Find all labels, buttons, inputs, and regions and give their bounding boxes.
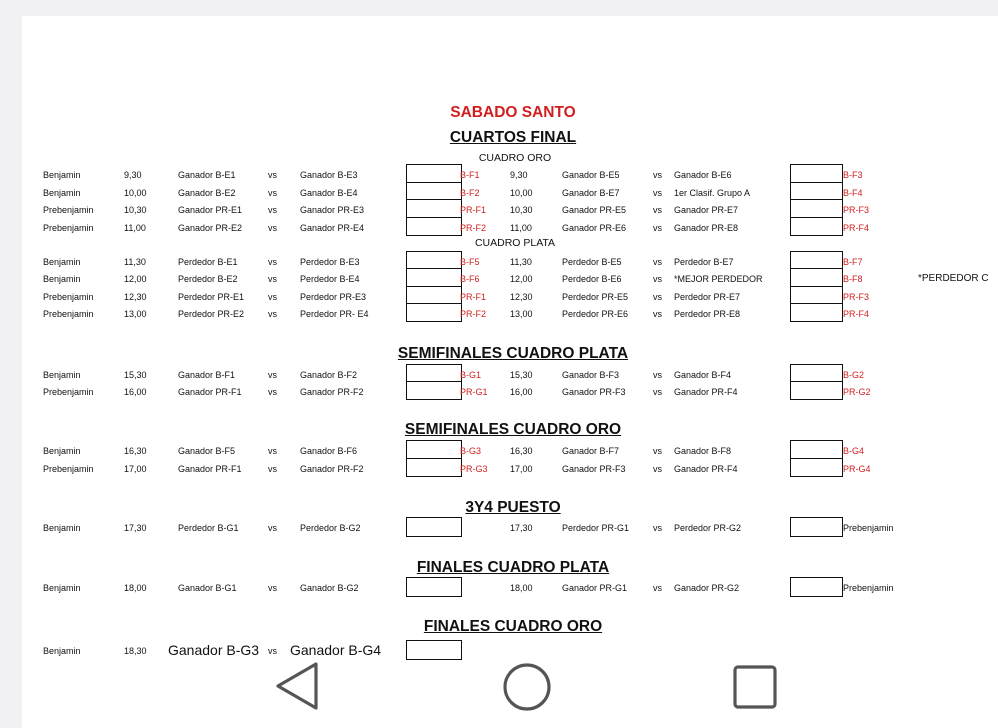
result-code: PR-F2 (460, 223, 487, 233)
team-b: Ganador B-F6 (300, 446, 358, 456)
result-code: PR-G1 (460, 387, 488, 397)
category-label: Prebenjamin (43, 309, 94, 319)
result-code: B-G3 (460, 446, 482, 456)
result-code: PR-G4 (843, 464, 871, 474)
team-a: Ganador PR-F3 (562, 387, 626, 397)
score-box[interactable] (790, 458, 843, 477)
vs-label: vs (268, 170, 277, 180)
cuadro-oro-subtitle: CUADRO ORO (478, 152, 552, 164)
vs-label: vs (268, 292, 277, 302)
vs-label: vs (268, 446, 277, 456)
score-box[interactable] (406, 577, 462, 597)
team-b: Ganador PR-E3 (300, 205, 365, 215)
match-time: 10,30 (124, 205, 147, 215)
score-box[interactable] (790, 217, 843, 236)
team-a: Ganador PR-F3 (562, 464, 626, 474)
vs-label: vs (653, 523, 662, 533)
result-code: PR-F3 (843, 292, 870, 302)
team-b: Ganador B-F4 (674, 370, 732, 380)
result-code: PR-F4 (843, 309, 870, 319)
match-time: 13,00 (510, 309, 533, 319)
match-time: 12,30 (510, 292, 533, 302)
team-b: Perdedor B-E7 (674, 257, 734, 267)
match-time: 15,30 (124, 370, 147, 380)
result-code: PR-F1 (460, 292, 487, 302)
result-code: PR-F2 (460, 309, 487, 319)
vs-label: vs (653, 583, 662, 593)
result-code: B-F2 (460, 188, 480, 198)
category-label: Benjamin (43, 257, 81, 267)
team-b: Ganador PR-E8 (674, 223, 739, 233)
score-box[interactable] (790, 517, 843, 537)
team-b: Perdedor PR-E7 (674, 292, 741, 302)
category-label: Benjamin (43, 170, 81, 180)
match-time: 16,00 (510, 387, 533, 397)
match-time: 16,00 (124, 387, 147, 397)
team-b: Perdedor B-E3 (300, 257, 360, 267)
score-box[interactable] (790, 164, 843, 183)
match-time: 17,30 (510, 523, 533, 533)
vs-label: vs (268, 583, 277, 593)
team-b: Perdedor PR- E4 (300, 309, 369, 319)
team-a: Ganador PR-E6 (562, 223, 627, 233)
category-label: Prebenjamin (43, 387, 94, 397)
vs-label: vs (268, 257, 277, 267)
match-time: 13,00 (124, 309, 147, 319)
score-box[interactable] (406, 303, 462, 322)
result-code: PR-G3 (460, 464, 488, 474)
result-code: B-F7 (843, 257, 863, 267)
team-b: Ganador PR-F4 (674, 464, 738, 474)
team-a: Ganador B-E5 (562, 170, 620, 180)
team-a: Ganador PR-F1 (178, 387, 242, 397)
vs-label: vs (653, 274, 662, 284)
result-code: B-F1 (460, 170, 480, 180)
vs-label: vs (268, 309, 277, 319)
result-code: B-F6 (460, 274, 480, 284)
side-note: *PERDEDOR C (918, 273, 989, 284)
match-time: 11,00 (124, 223, 146, 233)
semi-plata-title: SEMIFINALES CUADRO PLATA (397, 345, 629, 362)
team-a: Perdedor B-E2 (178, 274, 238, 284)
category-label: Benjamin (43, 646, 81, 656)
team-b: Ganador PR-G2 (674, 583, 740, 593)
category-label: Benjamin (43, 188, 81, 198)
team-a: Ganador B-G3 (168, 642, 260, 658)
team-a: Perdedor PR-E6 (562, 309, 629, 319)
vs-label: vs (268, 370, 277, 380)
semi-oro-title: SEMIFINALES CUADRO ORO (404, 421, 622, 438)
vs-label: vs (653, 309, 662, 319)
vs-label: vs (653, 387, 662, 397)
team-a: Ganador B-E1 (178, 170, 236, 180)
vs-label: vs (653, 464, 662, 474)
match-time: 17,30 (124, 523, 147, 533)
vs-label: vs (268, 223, 277, 233)
team-a: Ganador B-E2 (178, 188, 236, 198)
triangle-back-icon[interactable] (278, 664, 316, 708)
team-a: Ganador B-E7 (562, 188, 620, 198)
category-label: Benjamin (43, 523, 81, 533)
match-time: 18,00 (124, 583, 147, 593)
team-a: Perdedor B-E5 (562, 257, 622, 267)
team-a: Ganador B-F5 (178, 446, 236, 456)
vs-label: vs (268, 464, 277, 474)
team-b: Ganador B-G2 (300, 583, 359, 593)
score-box[interactable] (406, 517, 462, 537)
team-a: Ganador B-F7 (562, 446, 620, 456)
team-b: Perdedor PR-E8 (674, 309, 741, 319)
team-a: Ganador PR-E5 (562, 205, 627, 215)
vs-label: vs (653, 370, 662, 380)
score-box[interactable] (406, 458, 462, 477)
result-code: PR-G2 (843, 387, 871, 397)
finales-plata-title: FINALES CUADRO PLATA (416, 559, 610, 576)
result-code: B-F8 (843, 274, 863, 284)
result-code: PR-F3 (843, 205, 870, 215)
vs-label: vs (268, 188, 277, 198)
match-time: 15,30 (510, 370, 533, 380)
result-code: Prebenjamin (843, 583, 894, 593)
result-code: B-F5 (460, 257, 480, 267)
team-b: Ganador PR-E4 (300, 223, 365, 233)
square-recents-icon[interactable] (735, 667, 775, 707)
category-label: Prebenjamin (43, 464, 94, 474)
team-b: Perdedor B-G2 (300, 523, 361, 533)
match-time: 18,00 (510, 583, 533, 593)
result-code: B-G4 (843, 446, 865, 456)
vs-label: vs (653, 188, 662, 198)
result-code: B-G1 (460, 370, 482, 380)
vs-label: vs (268, 387, 277, 397)
team-a: Perdedor B-G1 (178, 523, 239, 533)
circle-home-icon[interactable] (505, 665, 549, 709)
team-a: Perdedor B-E6 (562, 274, 622, 284)
score-box[interactable] (406, 164, 462, 183)
team-a: Perdedor B-E1 (178, 257, 238, 267)
team-a: Ganador PR-F1 (178, 464, 242, 474)
match-time: 11,00 (510, 223, 532, 233)
category-label: Prebenjamin (43, 223, 94, 233)
team-a: Perdedor PR-E5 (562, 292, 629, 302)
score-box[interactable] (790, 268, 843, 287)
match-time: 12,30 (124, 292, 147, 302)
team-b: Ganador B-G4 (290, 642, 382, 658)
team-b: Ganador PR-F4 (674, 387, 738, 397)
score-box[interactable] (406, 268, 462, 287)
result-code: B-F3 (843, 170, 863, 180)
category-label: Benjamin (43, 274, 81, 284)
vs-label: vs (653, 170, 662, 180)
team-b: Ganador B-E6 (674, 170, 732, 180)
team-b: Ganador PR-F2 (300, 387, 364, 397)
team-a: Ganador PR-G1 (562, 583, 628, 593)
schedule-sheet (22, 16, 998, 728)
score-box[interactable] (790, 303, 843, 322)
result-code: B-G2 (843, 370, 865, 380)
match-time: 17,00 (124, 464, 147, 474)
cuartos-title: CUARTOS FINAL (449, 129, 577, 146)
vs-label: vs (653, 446, 662, 456)
team-a: Perdedor PR-G1 (562, 523, 630, 533)
category-label: Prebenjamin (43, 205, 94, 215)
category-label: Benjamin (43, 583, 81, 593)
match-time: 10,00 (124, 188, 147, 198)
score-box[interactable] (406, 381, 462, 400)
result-code: Prebenjamin (843, 523, 894, 533)
team-b: Ganador B-F2 (300, 370, 358, 380)
category-label: Benjamin (43, 370, 81, 380)
match-time: 17,00 (510, 464, 533, 474)
vs-label: vs (653, 257, 662, 267)
match-time: 9,30 (124, 170, 142, 180)
team-a: Ganador B-G1 (178, 583, 237, 593)
team-b: *MEJOR PERDEDOR (674, 274, 763, 284)
team-a: Perdedor PR-E2 (178, 309, 245, 319)
match-time: 11,30 (124, 257, 146, 267)
finales-oro-title: FINALES CUADRO ORO (423, 618, 603, 635)
team-b: Ganador B-E4 (300, 188, 358, 198)
category-label: Prebenjamin (43, 292, 94, 302)
vs-label: vs (268, 646, 277, 656)
team-a: Ganador B-F1 (178, 370, 236, 380)
tercer-puesto-title: 3Y4 PUESTO (465, 499, 561, 516)
match-time: 9,30 (510, 170, 528, 180)
score-box[interactable] (790, 440, 843, 459)
vs-label: vs (653, 292, 662, 302)
team-a: Ganador B-F3 (562, 370, 620, 380)
score-box[interactable] (790, 577, 843, 597)
result-code: PR-F1 (460, 205, 487, 215)
score-box[interactable] (790, 381, 843, 400)
match-time: 16,30 (510, 446, 533, 456)
team-b: Perdedor PR-E3 (300, 292, 367, 302)
team-b: 1er Clasif. Grupo A (674, 188, 751, 198)
result-code: B-F4 (843, 188, 863, 198)
score-box[interactable] (790, 199, 843, 218)
vs-label: vs (268, 523, 277, 533)
vs-label: vs (653, 223, 662, 233)
cuadro-plata-subtitle: CUADRO PLATA (474, 237, 556, 249)
match-time: 10,30 (510, 205, 533, 215)
team-a: Perdedor PR-E1 (178, 292, 245, 302)
match-time: 11,30 (510, 257, 532, 267)
vs-label: vs (268, 274, 277, 284)
vs-label: vs (268, 205, 277, 215)
match-time: 16,30 (124, 446, 147, 456)
match-time: 10,00 (510, 188, 533, 198)
match-time: 12,00 (510, 274, 533, 284)
category-label: Benjamin (43, 446, 81, 456)
team-b: Ganador B-F8 (674, 446, 732, 456)
team-b: Ganador B-E3 (300, 170, 358, 180)
result-code: PR-F4 (843, 223, 870, 233)
score-box[interactable] (406, 199, 462, 218)
match-time: 18,30 (124, 646, 147, 656)
score-box[interactable] (406, 440, 462, 459)
team-b: Ganador PR-E7 (674, 205, 739, 215)
team-b: Ganador PR-F2 (300, 464, 364, 474)
team-b: Perdedor B-E4 (300, 274, 360, 284)
score-box[interactable] (406, 217, 462, 236)
android-navigation-bar (0, 650, 998, 728)
team-a: Ganador PR-E1 (178, 205, 243, 215)
match-time: 12,00 (124, 274, 147, 284)
day-title: SABADO SANTO (450, 104, 576, 121)
team-b: Perdedor PR-G2 (674, 523, 742, 533)
team-a: Ganador PR-E2 (178, 223, 243, 233)
vs-label: vs (653, 205, 662, 215)
